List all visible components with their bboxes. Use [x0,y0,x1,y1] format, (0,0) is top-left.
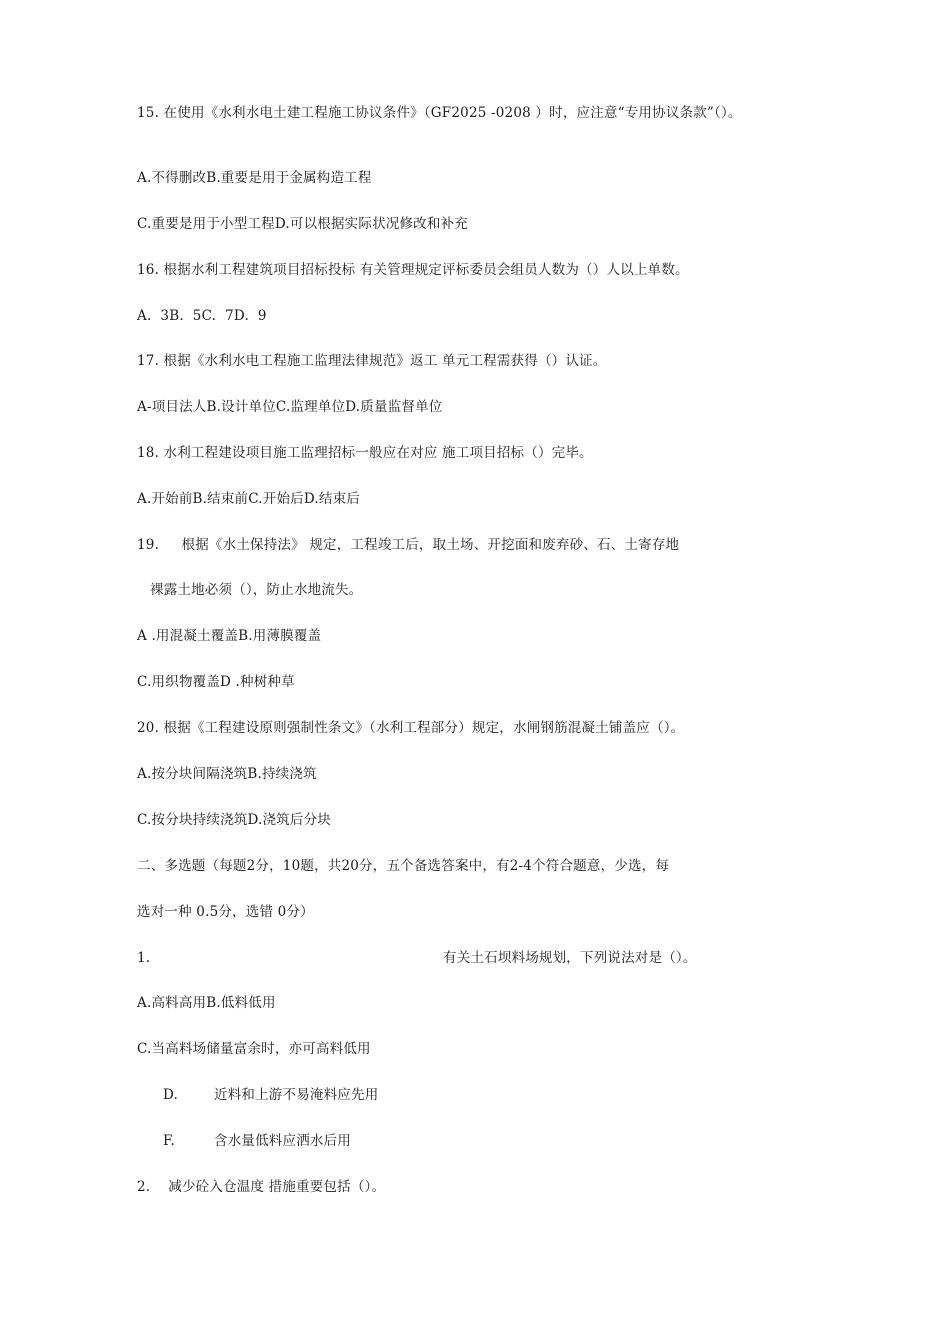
question-18: 18. 水利工程建设项目施工监理招标一般应在对应 施工项目招标（）完毕。 [137,445,593,461]
question-15: 15. 在使用《水利水电土建工程施工协议条件》（GF2025 -0208 ）时，应注意“专用协议条款”（）。 [137,105,742,121]
mc-question-1-option-d-text: 近料和上游不易淹料应先用 [214,1087,379,1103]
question-17-options: A-项目法人B.设计单位C.监理单位D.质量监督单位 [137,399,443,415]
mc-question-2: 2. 减少砼入仓温度 措施重要包括（）。 [137,1179,386,1195]
section-heading-multiple-choice: 二、多选题（每题2分，10题，共20分，五个备选答案中，有2-4个符合题意，少选，每 [137,858,670,874]
question-20-options-cd: C.按分块持续浇筑D.浇筑后分块 [137,812,331,828]
question-16: 16. 根据水利工程建筑项目招标投标 有关管理规定评标委员会组员人数为（）人以上单数。 [137,262,689,278]
mc-question-1-options-ab: A.高料高用B.低料低用 [137,995,276,1011]
question-19-options-cd: C.用织物覆盖D .种树种草 [137,674,295,690]
mc-question-1-option-c: C.当高料场储量富余时，亦可高料低用 [137,1041,371,1057]
question-20: 20. 根据《工程建设原则强制性条文》（水利工程部分）规定，水闸钢筋混凝土铺盖应（）。 [137,720,685,736]
question-19-continued: 裸露土地必须（），防止水地流失。 [150,582,363,598]
mc-question-1-text: 有关土石坝料场规划，下列说法对是（）。 [443,950,697,966]
question-18-options: A.开始前B.结束前C.开始后D.结束后 [137,491,361,507]
mc-question-1-option-f-letter: F. [163,1133,175,1149]
question-19-options-ab: A .用混凝土覆盖B.用薄膜覆盖 [137,628,322,644]
mc-question-1-option-f-text: 含水量低料应洒水后用 [214,1133,351,1149]
question-20-options-ab: A.按分块间隔浇筑B.持续浇筑 [137,766,317,782]
question-17: 17. 根据《水利水电工程施工监理法律规范》返工 单元工程需获得（）认证。 [137,353,607,369]
section-heading-continued: 选对一种 0.5分，选错 0分） [137,904,314,920]
question-19: 19. 根据《水土保持法》 规定，工程竣工后，取土场、开挖面和废弃砂、石、土寄存地 [137,537,680,553]
question-16-options: A. 3B. 5C. 7D. 9 [137,308,267,324]
question-15-options-cd: C.重要是用于小型工程D.可以根据实际状况修改和补充 [137,216,468,232]
mc-question-1-option-d-letter: D. [163,1087,179,1103]
mc-question-1-number: 1. [137,950,151,966]
question-15-options-ab: A.不得删改B.重要是用于金属构造工程 [137,170,372,186]
